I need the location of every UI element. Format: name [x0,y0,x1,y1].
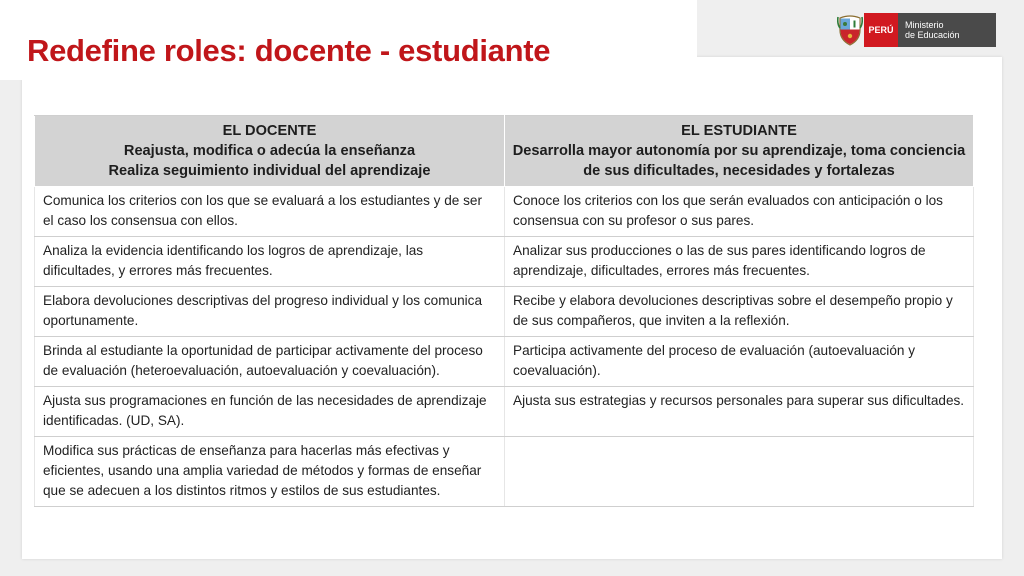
estudiante-cell: Recibe y elabora devoluciones descriptivas sobre el desempeño propio y de sus compañeros, que inviten a la reflexión. [505,287,974,337]
slide-title: Redefine roles: docente - estudiante [27,33,551,68]
docente-cell: Modifica sus prácticas de enseñanza para hacerlas más efectivas y eficientes, usando una amplia variedad de métodos y formas de enseñar que se adecuen a los distintos ritmos y estilos de sus estudiantes. [35,437,505,507]
table-header-row [35,116,974,187]
header-docente-line3: Realiza seguimiento individual del aprendizaje [108,163,431,179]
docente-cell: Comunica los criterios con los que se evaluará a los estudiantes y de ser el caso los consensua con ellos. [35,187,505,237]
estudiante-cell: Analizar sus producciones o las de sus pares identificando logros de aprendizaje, dificultades, errores más frecuentes. [505,237,974,287]
docente-cell: Analiza la evidencia identificando los logros de aprendizaje, las dificultades, y errores más frecuentes. [35,237,505,287]
header-docente-title: EL DOCENTE [222,123,317,139]
ministry-logo [835,13,996,47]
header-docente-line2: Reajusta, modifica o adecúa la enseñanza [123,143,416,159]
estudiante-cell: Ajusta sus estrategias y recursos personales para superar sus dificultades. [505,387,974,437]
table-row [35,387,974,437]
table-row [35,187,974,237]
estudiante-cell [505,437,974,507]
roles-table [34,115,974,507]
header-docente [35,116,505,187]
peru-coat-of-arms-icon [835,13,864,47]
table-row [35,237,974,287]
ministry-line1: Ministerio [905,20,944,30]
docente-cell: Brinda al estudiante la oportunidad de participar activamente del proceso de evaluación (heteroevaluación, autoevaluación y coevaluación). [35,337,505,387]
ministry-label [898,13,996,47]
estudiante-cell: Participa activamente del proceso de evaluación (autoevaluación y coevaluación). [505,337,974,387]
table-row [35,337,974,387]
header-estudiante [505,116,974,187]
header-estudiante-title: EL ESTUDIANTE [681,123,797,139]
header-estudiante-line2: Desarrolla mayor autonomía por su aprendizaje, toma conciencia de sus dificultades, necesidades y fortalezas [512,143,966,179]
docente-cell: Ajusta sus programaciones en función de las necesidades de aprendizaje identificadas. (UD, SA). [35,387,505,437]
table-row [35,287,974,337]
docente-cell: Elabora devoluciones descriptivas del progreso individual y los comunica oportunamente. [35,287,505,337]
table-row [35,437,974,507]
estudiante-cell: Conoce los criterios con los que serán evaluados con anticipación o los consensua con su profesor o sus pares. [505,187,974,237]
ministry-line2: de Educación [905,30,960,40]
peru-label: PERÚ [864,13,898,47]
